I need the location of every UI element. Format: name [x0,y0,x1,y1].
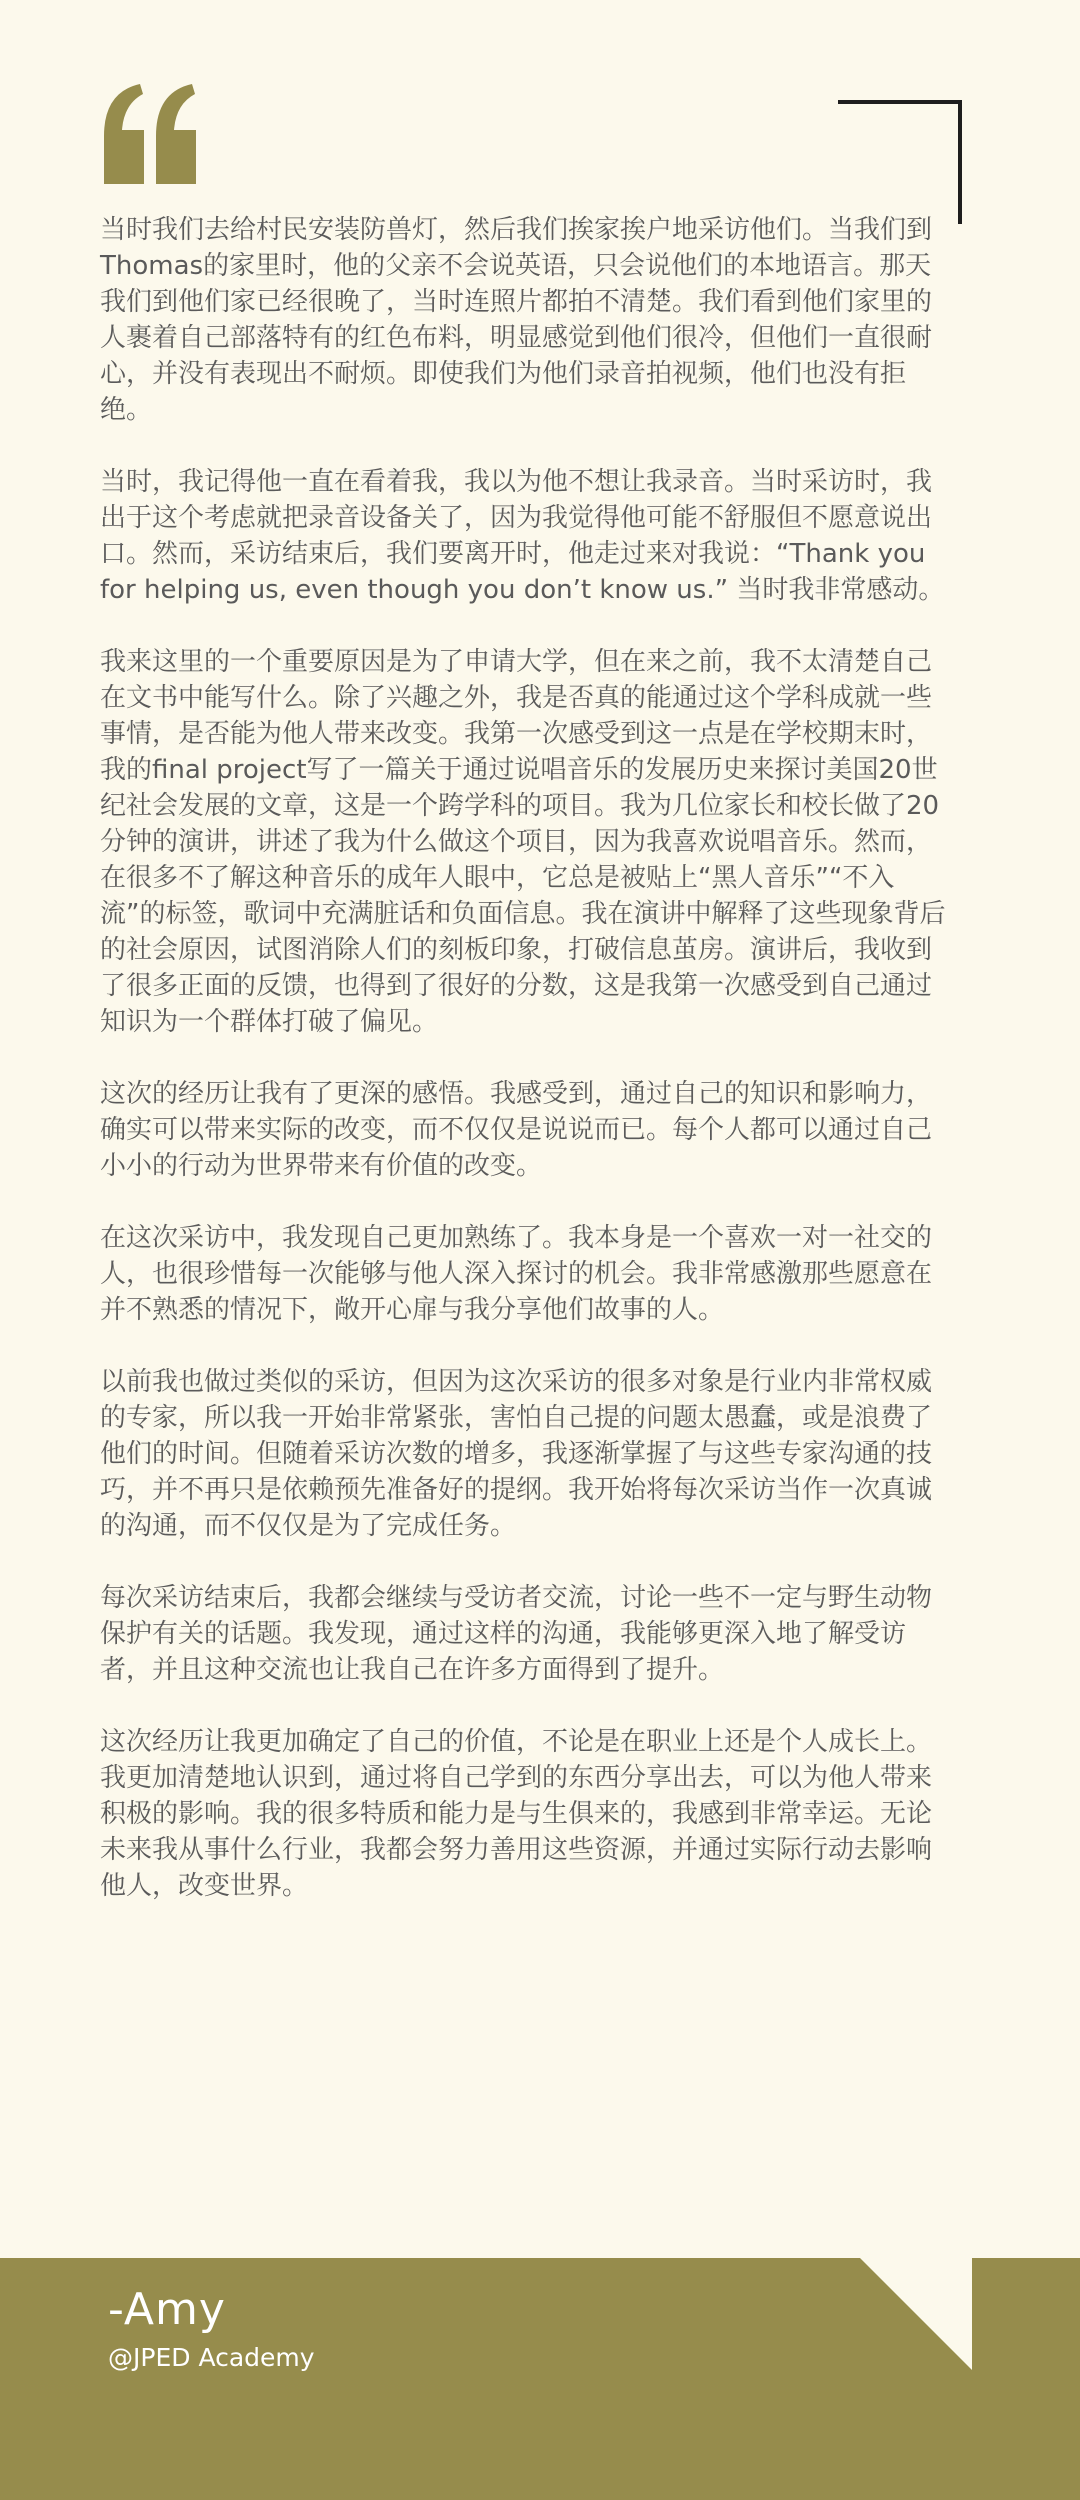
left-double-quote-icon [98,78,202,184]
author-handle: @JPED Academy [108,2343,315,2372]
paragraph: 在这次采访中，我发现自己更加熟练了。我本身是一个喜欢一对一社交的人，也很珍惜每一次能够与他人深入探讨的机会。我非常感激那些愿意在并不熟悉的情况下，敞开心扉与我分享他们故事的人。 [100,1223,933,1325]
paragraph: 当时，我记得他一直在看着我，我以为他不想让我录音。当时采访时，我出于这个考虑就把录音设备关了，因为我觉得他可能不舒服但不愿意说出口。然而，采访结束后，我们要离开时，他走过来对我说：“Thank you for helping us, even though you don’t know us.” 当时我非常感动。 [100,467,945,605]
speech-bubble-notch [860,2258,972,2370]
paragraph: 当时我们去给村民安装防兽灯，然后我们挨家挨户地采访他们。当我们到Thomas的家里时，他的父亲不会说英语，只会说他们的本地语言。那天我们到他们家已经很晚了，当时连照片都拍不清楚。我们看到他们家里的人裹着自己部落特有的红色布料，明显感觉到他们很冷，但他们一直很耐心，并没有表现出不耐烦。即使我们为他们录音拍视频，他们也没有拒绝。 [100,215,933,425]
paragraph: 以前我也做过类似的采访，但因为这次采访的很多对象是行业内非常权威的专家，所以我一开始非常紧张，害怕自己提的问题太愚蠢，或是浪费了他们的时间。但随着采访次数的增多，我逐渐掌握了与这些专家沟通的技巧，并不再只是依赖预先准备好的提纲。我开始将每次采访当作一次真诚的沟通，而不仅仅是为了完成任务。 [100,1367,933,1541]
paragraph: 我来这里的一个重要原因是为了申请大学，但在来之前，我不太清楚自己在文书中能写什么。除了兴趣之外，我是否真的能通过这个学科成就一些事情，是否能为他人带来改变。我第一次感受到这一点是在学校期末时，我的final project写了一篇关于通过说唱音乐的发展历史来探讨美国20世纪社会发展的文章，这是一个跨学科的项目。我为几位家长和校长做了20分钟的演讲，讲述了我为什么做这个项目，因为我喜欢说唱音乐。然而，在很多不了解这种音乐的成年人眼中，它总是被贴上“黑人音乐”“不入流”的标签，歌词中充满脏话和负面信息。我在演讲中解释了这些现象背后的社会原因，试图消除人们的刻板印象，打破信息茧房。演讲后，我收到了很多正面的反馈，也得到了很好的分数，这是我第一次感受到自己通过知识为一个群体打破了偏见。 [100,647,946,1037]
paragraph: 每次采访结束后，我都会继续与受访者交流，讨论一些不一定与野生动物保护有关的话题。我发现，通过这样的沟通，我能够更深入地了解受访者，并且这种交流也让我自己在许多方面得到了提升。 [100,1583,933,1685]
corner-bracket-decoration [838,100,962,224]
paragraph: 这次的经历让我有了更深的感悟。我感受到，通过自己的知识和影响力，确实可以带来实际的改变，而不仅仅是说说而已。每个人都可以通过自己小小的行动为世界带来有价值的改变。 [100,1079,933,1181]
paragraph: 这次经历让我更加确定了自己的价值，不论是在职业上还是个人成长上。我更加清楚地认识到，通过将自己学到的东西分享出去，可以为他人带来积极的影响。我的很多特质和能力是与生俱来的，我感到非常幸运。无论未来我从事什么行业，我都会努力善用这些资源，并通过实际行动去影响他人，改变世界。 [100,1727,933,1901]
author-name: -Amy [108,2284,226,2335]
testimonial-body [100,212,950,1940]
